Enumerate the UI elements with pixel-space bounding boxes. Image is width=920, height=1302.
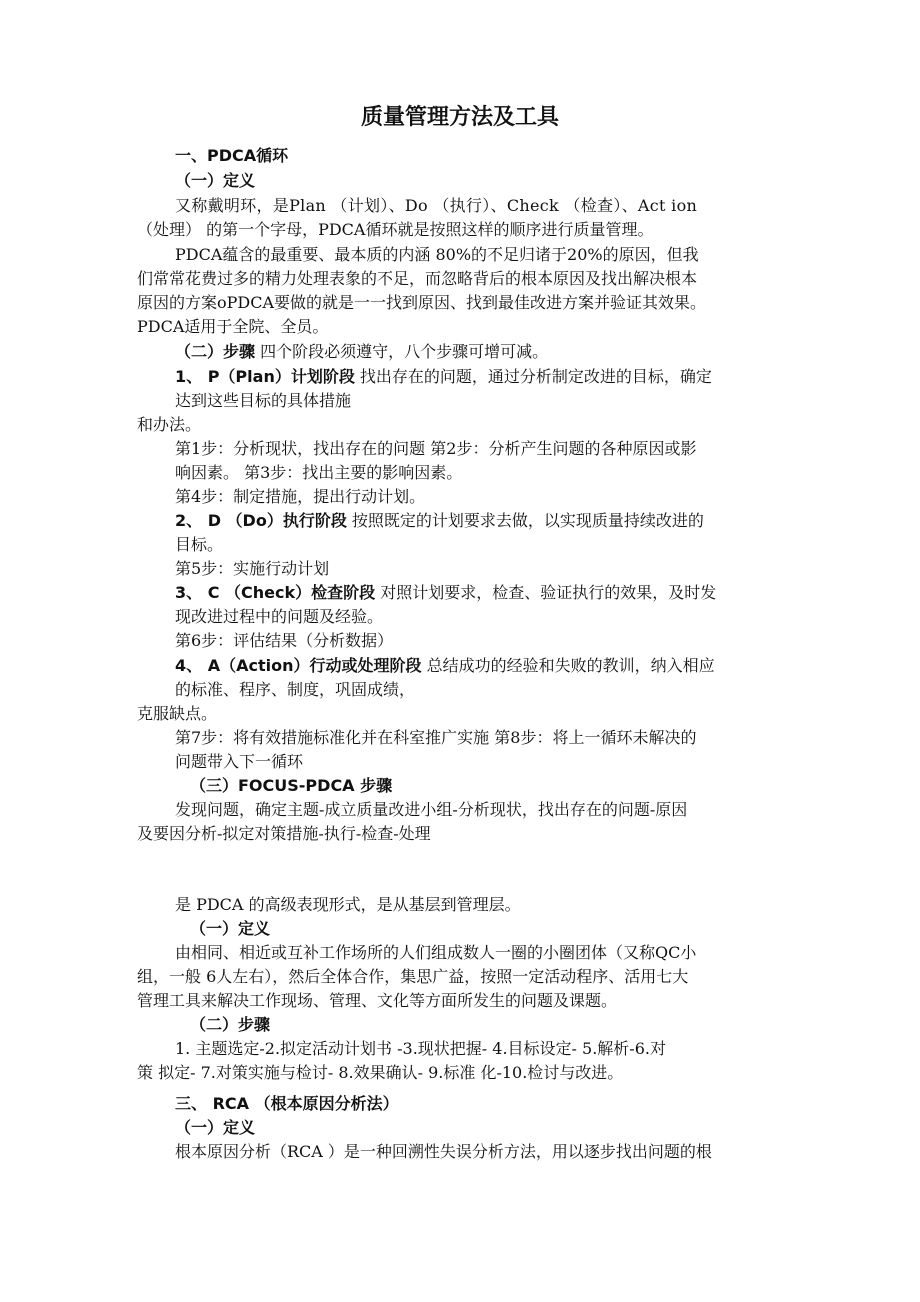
- s2-definition-line: 组，一般 6人左右），然后全体合作，集思广益，按照一定活动程序、活用七大: [137, 967, 689, 986]
- s1-paragraph-line: PDCA蕴含的最重要、最本质的内涵 80%的不足归诸于20%的原因，但我: [175, 245, 699, 264]
- s1-paragraph-line: 原因的方案oPDCA要做的就是一一找到原因、找到最佳改进方案并验证其效果。: [137, 293, 707, 312]
- s2-definition-line: 管理工具来解决工作现场、管理、文化等方面所发生的问题及课题。: [137, 991, 618, 1010]
- s1-paragraph-line: 们常常花费过多的精力处理表象的不足，而忽略背后的根本原因及找出解决根本: [137, 269, 698, 288]
- s2-steps-heading: （二）步骤: [190, 1015, 271, 1034]
- s1-paragraph-line: PDCA适用于全院、全员。: [137, 317, 329, 336]
- phase-p-line: 达到这些目标的具体措施: [175, 391, 352, 410]
- s1-steps-heading: （二）步骤: [175, 342, 256, 361]
- phase-d-label: 2、 D （Do）执行阶段: [175, 511, 347, 530]
- phase-c-line: [175, 582, 716, 604]
- phase-p-label: 1、 P（Plan）计划阶段: [175, 367, 355, 386]
- s1-steps-text: 四个阶段必须遵守，八个步骤可增可减。: [255, 342, 549, 361]
- focus-pdca-heading: （三）FOCUS-PDCA 步骤: [190, 776, 393, 795]
- section-1-heading: 一、PDCA循环: [175, 146, 289, 165]
- phase-p-text: 找出存在的问题，通过分析制定改进的目标，确定: [354, 367, 712, 386]
- s1-definition-heading: （一）定义: [175, 171, 256, 190]
- step-line: 第4步：制定措施，提出行动计划。: [175, 487, 426, 506]
- phase-p-line: 和办法。: [137, 415, 202, 434]
- phase-a-text: 总结成功的经验和失败的教训，纳入相应: [421, 656, 715, 675]
- s3-definition-heading: （一）定义: [175, 1118, 256, 1137]
- phase-a-line: 克服缺点。: [137, 704, 218, 723]
- step-line: 第5步：实施行动计划: [175, 559, 330, 578]
- s3-definition-line: 根本原因分析（RCA ）是一种回溯性失误分析方法，用以逐步找出问题的根: [175, 1142, 712, 1161]
- phase-d-line: 目标。: [175, 535, 224, 554]
- phase-a-line: [175, 655, 715, 677]
- phase-c-line: 现改进过程中的问题及经验。: [175, 607, 384, 626]
- step-line: 响因素。 第3步：找出主要的影响因素。: [175, 463, 463, 482]
- s2-steps-line: 1. 主题选定-2.拟定活动计划书 -3.现状把握- 4.目标设定- 5.解析-6.对: [175, 1039, 666, 1058]
- phase-a-line: 的标准、程序、制度，巩固成绩，: [175, 680, 416, 699]
- step-line: 问题带入下一循环: [175, 752, 304, 771]
- step-line: 第6步：评估结果（分析数据）: [175, 631, 394, 650]
- section-3-heading: 三、 RCA （根本原因分析法）: [175, 1094, 399, 1113]
- document-title: 质量管理方法及工具: [360, 105, 559, 130]
- focus-pdca-line: 及要因分析-拟定对策措施-执行-检查-处理: [137, 824, 431, 843]
- phase-d-text: 按照既定的计划要求去做，以实现质量持续改进的: [346, 511, 704, 530]
- phase-d-line: [175, 510, 704, 532]
- step-line: 第1步：分析现状，找出存在的问题 第2步：分析产生问题的各种原因或影: [175, 439, 697, 458]
- s2-definition-heading: （一）定义: [190, 919, 271, 938]
- focus-pdca-line: 发现问题，确定主题-成立质量改进小组-分析现状，找出存在的问题-原因: [175, 800, 688, 819]
- step-line: 第7步：将有效措施标准化并在科室推广实施 第8步：将上一循环未解决的: [175, 728, 697, 747]
- s1-definition-line: （处理） 的第一个字母，PDCA循环就是按照这样的顺序进行质量管理。: [137, 220, 654, 239]
- s2-intro: 是 PDCA 的高级表现形式，是从基层到管理层。: [175, 895, 521, 914]
- s2-definition-line: 由相同、相近或互补工作场所的人们组成数人一圈的小圈团体（又称QC小: [175, 943, 697, 962]
- s1-steps-line: [175, 341, 548, 363]
- phase-p-line: [175, 366, 712, 388]
- phase-c-text: 对照计划要求，检查、验证执行的效果，及时发: [375, 583, 717, 602]
- s1-definition-line: 又称戴明环，是Plan （计划）、Do （执行）、Check （检查）、Act ion: [175, 196, 698, 215]
- phase-a-label: 4、 A（Action）行动或处理阶段: [175, 656, 422, 675]
- s2-steps-line: 策 拟定- 7.对策实施与检讨- 8.效果确认- 9.标准 化-10.检讨与改进。: [137, 1063, 624, 1082]
- phase-c-label: 3、 C （Check）检查阶段: [175, 583, 376, 602]
